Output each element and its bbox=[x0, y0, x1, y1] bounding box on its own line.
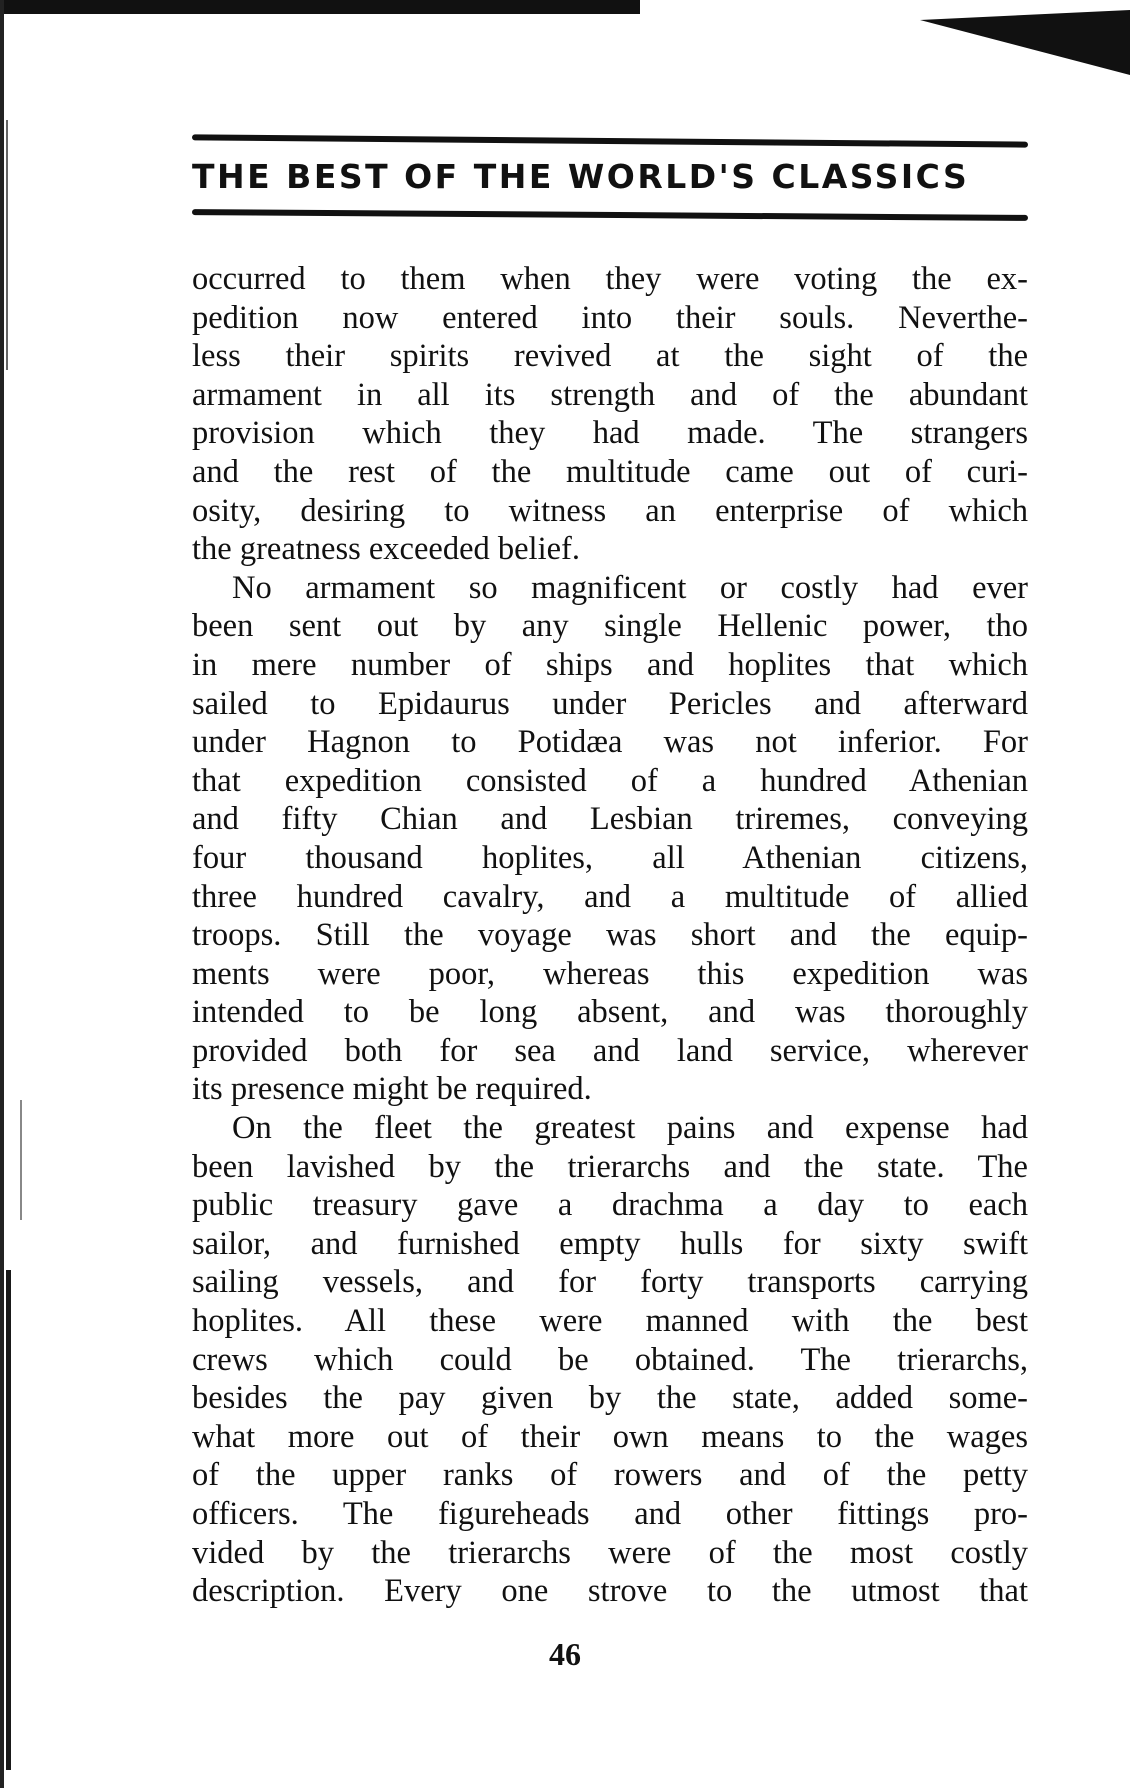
binding-shadow bbox=[6, 1270, 11, 1770]
header-rule-bottom bbox=[192, 209, 1028, 221]
text-line: provided both for sea and land service, wherever bbox=[192, 1032, 1028, 1069]
text-line: armament in all its strength and of the abundant bbox=[192, 376, 1028, 413]
text-line: pedition now entered into their souls. Neverthe- bbox=[192, 299, 1028, 336]
text-line: what more out of their own means to the wages bbox=[192, 1418, 1028, 1455]
text-line: three hundred cavalry, and a multitude of allied bbox=[192, 878, 1028, 915]
text-line: the greatness exceeded belief. bbox=[192, 531, 580, 568]
page-header bbox=[192, 138, 1028, 218]
text-line: On the fleet the greatest pains and expense had bbox=[232, 1110, 1028, 1147]
binding-shadow bbox=[20, 1100, 22, 1220]
text-line: its presence might be required. bbox=[192, 1071, 592, 1108]
text-line: troops. Still the voyage was short and the equip- bbox=[192, 917, 1028, 954]
body-text bbox=[192, 260, 1028, 1611]
scan-corner-shadow bbox=[920, 10, 1130, 75]
running-head: THE BEST OF THE WORLD'S CLASSICS bbox=[192, 157, 970, 196]
text-line: sailing vessels, and for forty transports carrying bbox=[192, 1264, 1028, 1301]
text-line: crews which could be obtained. The trierarchs, bbox=[192, 1341, 1028, 1378]
text-line: intended to be long absent, and was thoroughly bbox=[192, 994, 1028, 1031]
page-number: 46 bbox=[549, 1636, 581, 1672]
text-line: No armament so magnificent or costly had ever bbox=[232, 569, 1028, 606]
text-line: description. Every one strove to the utmost that bbox=[192, 1573, 1028, 1610]
binding-shadow bbox=[6, 120, 8, 370]
scan-edge-left bbox=[0, 0, 4, 1788]
text-line: been sent out by any single Hellenic power, tho bbox=[192, 608, 1028, 645]
text-line: vided by the trierarchs were of the most costly bbox=[192, 1534, 1028, 1571]
text-line: and the rest of the multitude came out of curi- bbox=[192, 453, 1028, 490]
text-line: besides the pay given by the state, added some- bbox=[192, 1380, 1028, 1417]
text-line: under Hagnon to Potidæa was not inferior. For bbox=[192, 724, 1028, 761]
text-line: less their spirits revived at the sight of the bbox=[192, 338, 1028, 375]
text-line: and fifty Chian and Lesbian triremes, conveying bbox=[192, 801, 1028, 838]
text-line: been lavished by the trierarchs and the state. The bbox=[192, 1148, 1028, 1185]
text-line: officers. The figureheads and other fittings pro- bbox=[192, 1496, 1028, 1532]
text-line: that expedition consisted of a hundred Athenian bbox=[192, 762, 1028, 799]
text-line: public treasury gave a drachma a day to each bbox=[192, 1187, 1028, 1224]
text-line: sailed to Epidaurus under Pericles and afterward bbox=[192, 685, 1028, 722]
text-line: hoplites. All these were manned with the best bbox=[192, 1303, 1028, 1340]
scan-edge-top bbox=[0, 0, 640, 14]
text-line: in mere number of ships and hoplites that which bbox=[192, 646, 1028, 683]
text-line: four thousand hoplites, all Athenian citizens, bbox=[192, 839, 1028, 876]
text-line: ments were poor, whereas this expedition was bbox=[192, 955, 1028, 992]
text-line: osity, desiring to witness an enterprise of which bbox=[192, 492, 1028, 529]
text-line: of the upper ranks of rowers and of the petty bbox=[192, 1457, 1028, 1494]
text-line: provision which they had made. The strangers bbox=[192, 415, 1028, 452]
text-line: occurred to them when they were voting the ex- bbox=[192, 261, 1028, 297]
text-line: sailor, and furnished empty hulls for sixty swift bbox=[192, 1225, 1028, 1262]
